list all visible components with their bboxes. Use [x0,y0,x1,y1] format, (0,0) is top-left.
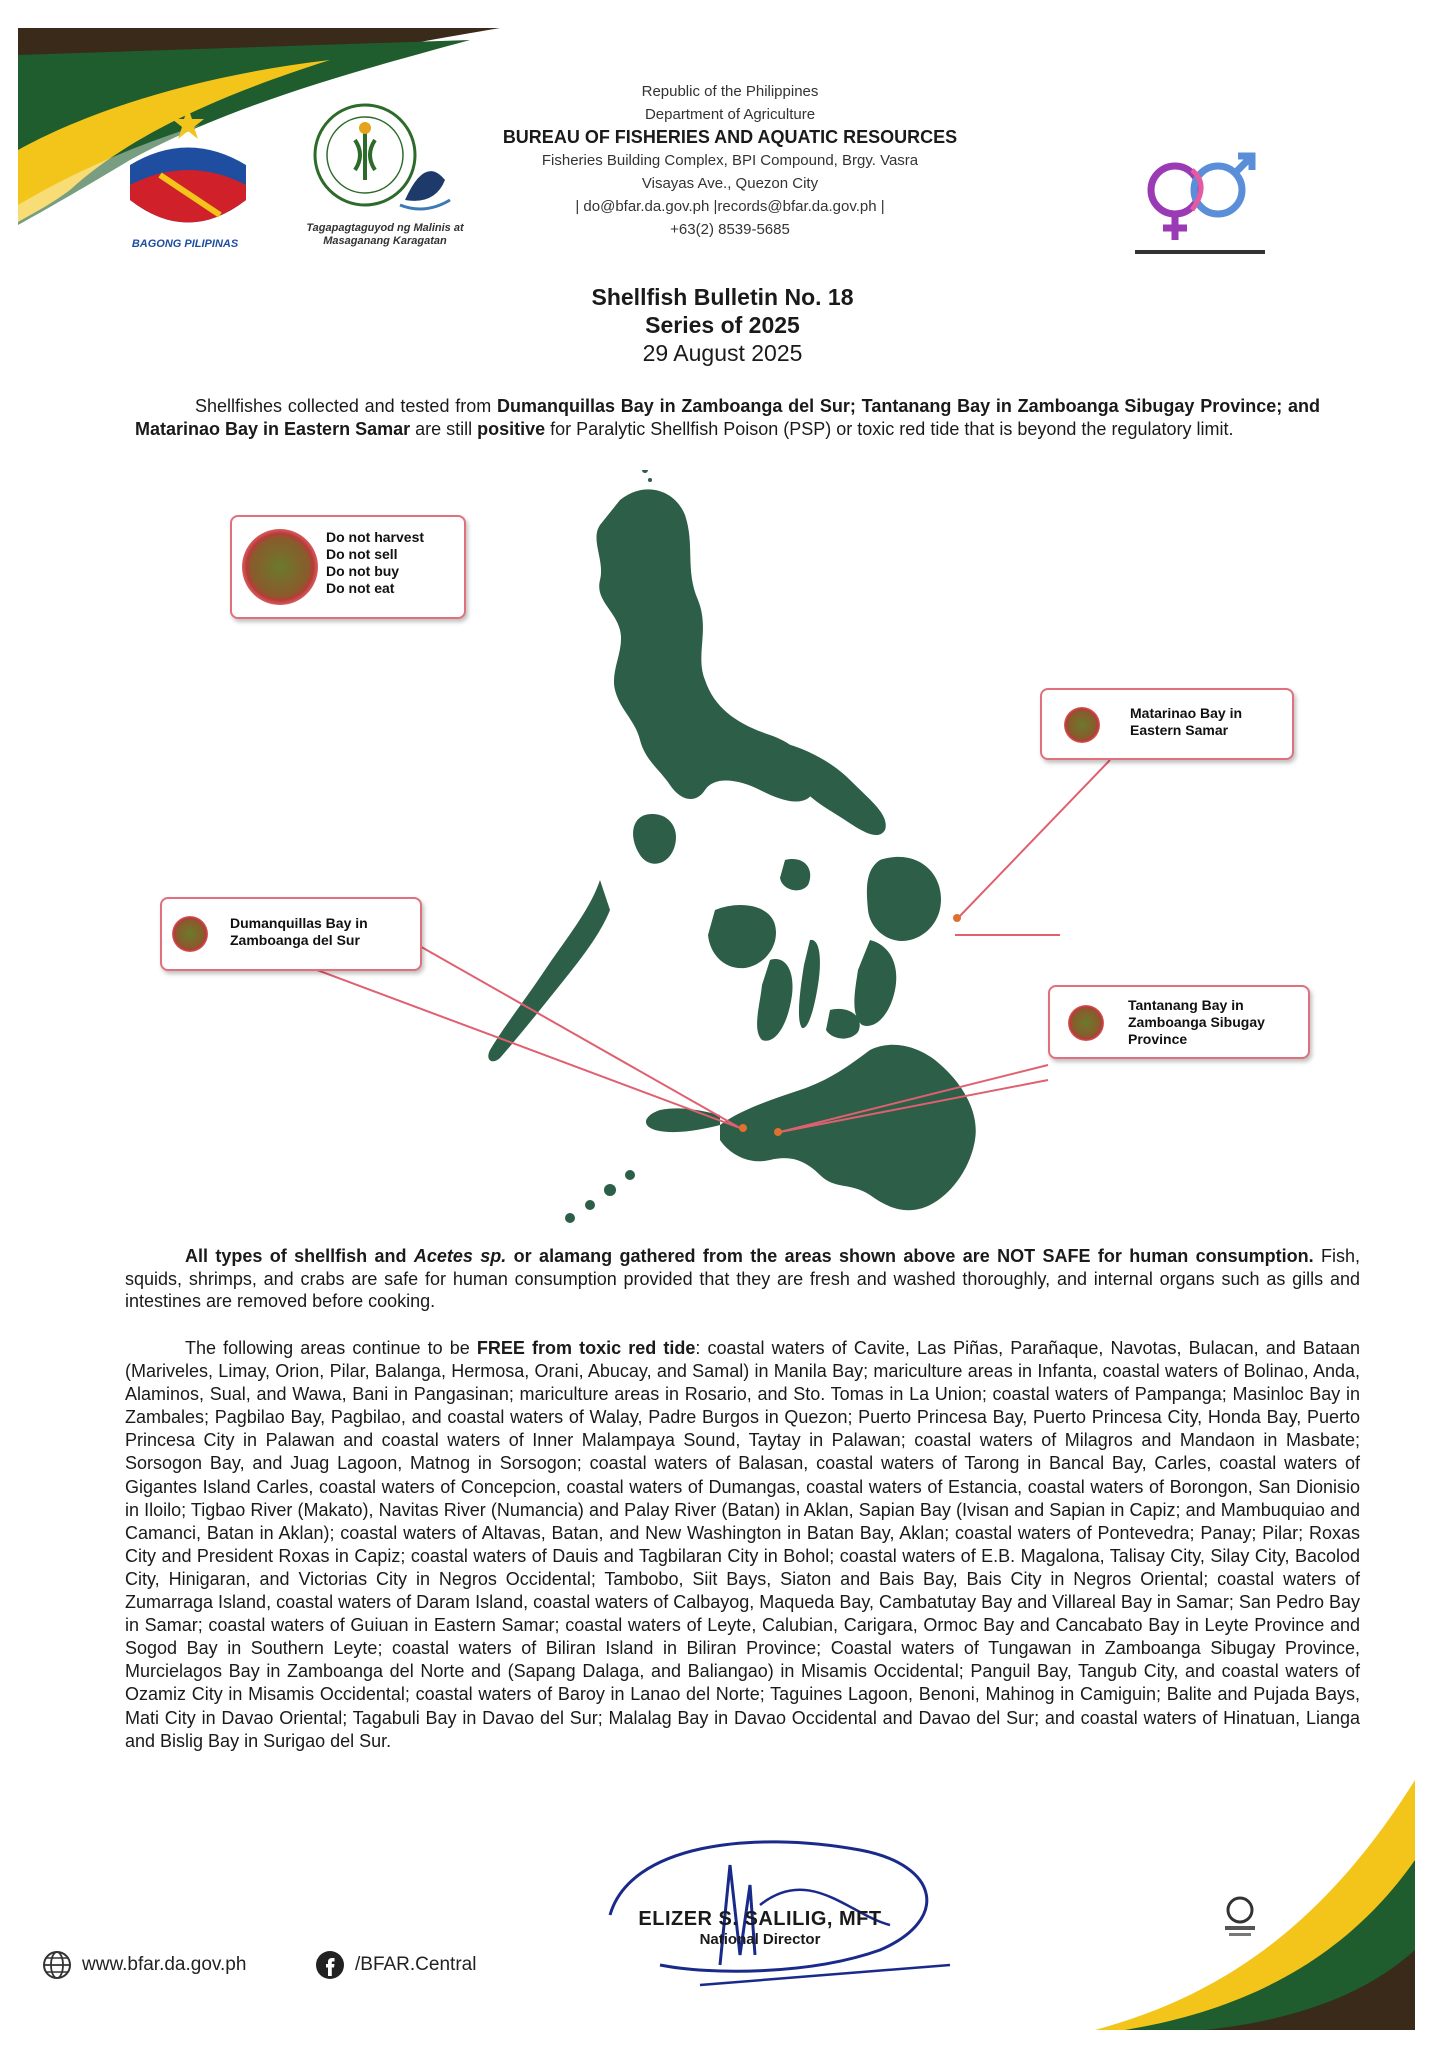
safety-warning-paragraph [125,1245,1360,1313]
legend-do-not-harvest: Do not harvest [326,529,425,545]
facebook-icon [315,1950,345,1980]
signatory-block [560,1908,960,1948]
legend-do-not-eat: Do not eat [326,580,395,596]
signatory-title: National Director [699,1931,821,1948]
intro-text-3: for Paralytic Shellfish Poison (PSP) or toxic red tide that is beyond the regulatory limit. [545,418,1234,439]
warning-text-2: or alamang gathered from the areas shown above are NOT SAFE for human consumption. [506,1246,1314,1266]
department-line: Department of Agriculture [644,106,816,123]
shellfish-icon [1064,707,1100,743]
facebook-text: /BFAR.Central [355,1954,477,1975]
callout-dumanquillas-bay [160,897,422,971]
bureau-name: BUREAU OF FISHERIES AND AQUATIC RESOURCES [502,127,958,147]
email-line: | do@bfar.da.gov.ph |records@bfar.da.gov.ph | [575,198,885,215]
legend-do-not-sell: Do not sell [326,546,398,562]
intro-affected-areas: Dumanquillas Bay in Zamboanga del Sur; Tantanang Bay in Zamboanga Sibugay Province; and Matarinao Bay in Eastern Samar [135,396,1320,439]
legend-text [326,529,424,597]
warning-acetes: Acetes sp. [413,1246,507,1266]
shellfish-icon [172,916,208,952]
address-line-1: Fisheries Building Complex, BPI Compound, Brgy. Vasra [541,152,919,169]
da-tagline-text: Tagapagtaguyod ng Malinis at Masaganang Karagatan [306,222,464,247]
free-areas-paragraph [125,1337,1360,1753]
callout-tantanang-bay [1048,985,1310,1059]
signatory-name: ELIZER S. SALILIG, MFT [638,1908,882,1930]
warning-text-3: Fish, squids, shrimps, and crabs are safe for human consumption provided that they are fresh and washed thoroughly, and internal organs such as gills and intestines are removed before cooking. [125,1246,1361,1312]
certification-logo [1215,1890,1265,1940]
bulletin-date: 29 August 2025 [642,340,803,366]
callout-tantanang-text: Tantanang Bay in Zamboanga Sibugay Province [1128,997,1265,1047]
bulletin-series: Series of 2025 [645,312,800,338]
intro-text-2: are still [410,418,478,439]
legend-box [230,515,466,619]
footer-website[interactable] [42,1950,246,1980]
callout-dumanquillas-text: Dumanquillas Bay in Zamboanga del Sur [230,915,368,948]
shellfish-prohibited-icon [242,529,318,605]
intro-text-1: Shellfishes collected and tested from [195,396,497,416]
footer-facebook[interactable] [315,1950,476,1980]
free-text-1: The following areas continue to be [185,1338,477,1358]
legend-do-not-buy: Do not buy [326,563,400,579]
intro-positive: positive [477,418,546,439]
globe-icon [42,1950,72,1980]
website-text: www.bfar.da.gov.ph [82,1954,247,1975]
bagong-pilipinas-caption: BAGONG PILIPINAS [131,238,239,250]
callout-matarinao-bay [1040,688,1294,760]
bulletin-number: Shellfish Bulletin No. 18 [591,284,854,310]
phone-line: +63(2) 8539-5685 [670,221,790,238]
shellfish-icon [1068,1005,1104,1041]
free-from-red-tide: FREE from toxic red tide [476,1338,696,1358]
republic-line: Republic of the Philippines [641,83,819,100]
address-line-2: Visayas Ave., Quezon City [641,175,819,192]
warning-text-1: All types of shellfish and [185,1246,414,1266]
callout-matarinao-text: Matarinao Bay in Eastern Samar [1130,705,1243,738]
free-areas-list: : coastal waters of Cavite, Las Piñas, Parañaque, Navotas, Bulacan, and Bataan (Mariveles, Limay, Orion, Pilar, Balanga, Hermosa, Orani, Abucay, and Samal) in Manila Bay; mariculture areas in Infanta, coastal waters of Bolinao, Anda, Alaminos, Sual, and Wawa, Bani in Pangasinan; mariculture areas in Rosario, and Sto. Tomas in La Union; coastal waters of Pampanga; Masinloc Bay in Zambales; Pagbilao Bay, Pagbilao, and coastal waters of Walay, Padre Burgos in Quezon; Puerto Princesa Bay, Puerto Princesa City, Honda Bay, Puerto Princesa City in Palawan and coastal waters of Inner Malampaya Sound, Taytay in Palawan; coastal waters of Milagros and Mandaon in Masbate; Sorsogon Bay, and Juag Lagoon, Matnog in Sorsogon; coastal waters of Balasan, coastal waters of Tarong in Bancal Bay, Carles, coastal waters of Gigantes Island Carles, coastal waters of Concepcion, coastal waters of Dumangas, coastal waters of Estancia, coastal waters of Borongon, San Dionisio in Iloilo; Tigbao River (Makato), Navitas River (Numancia) and Palay River (Batan) in Aklan, Sapian Bay (Ivisan and Sapian in Capiz; and Mambuquiao and Camanci, Batan in Aklan); coastal waters of Altavas, Batan, and New Washington in Batan Bay, Aklan; coastal waters of Pontevedra; Panay; Pilar; Roxas City and President Roxas in Capiz; coastal waters of Dauis and Tagbilaran City in Bohol; coastal waters of E.B. Magalona, Talisay City, Silay City, Bacolod City, Hinigaran, and Victorias City in Negros Occidental; Tambobo, Siit Bays, Siaton and Bais Bay, Bais City in Negros Oriental; coastal waters of Zumarraga Island, coastal waters of Daram Island, coastal waters of Calbayog, Maqueda Bay, Cambatutay Bay and Villareal Bay in Samar; San Pedro Bay in Samar; coastal waters of Guiuan in Eastern Samar; coastal waters of Leyte, Calubian, Carigara, Ormoc Bay and Cancabato Bay in Leyte Province and Sogod Bay in Southern Leyte; coastal waters of Biliran Island in Biliran Province; Coastal waters of Tungawan in Zamboanga Sibugay Province, Murcielagos Bay in Zamboanga del Norte and (Sapang Dalaga, and Baliangao) in Misamis Occidental; Panguil Bay, Tangub City, and coastal waters of Ozamiz City in Misamis Occidental; coastal waters of Baroy in Lanao del Norte; Taguines Lagoon, Benoni, Mahinog in Camiguin; Balite and Pujada Bays, Mati City in Davao Oriental; Tagabuli Bay in Davao del Sur; Malalag Bay in Davao Occidental and Davao del Sur; and coastal waters of Hinatuan, Lianga and Bislig Bay in Surigao del Sur. [125,1338,1360,1751]
